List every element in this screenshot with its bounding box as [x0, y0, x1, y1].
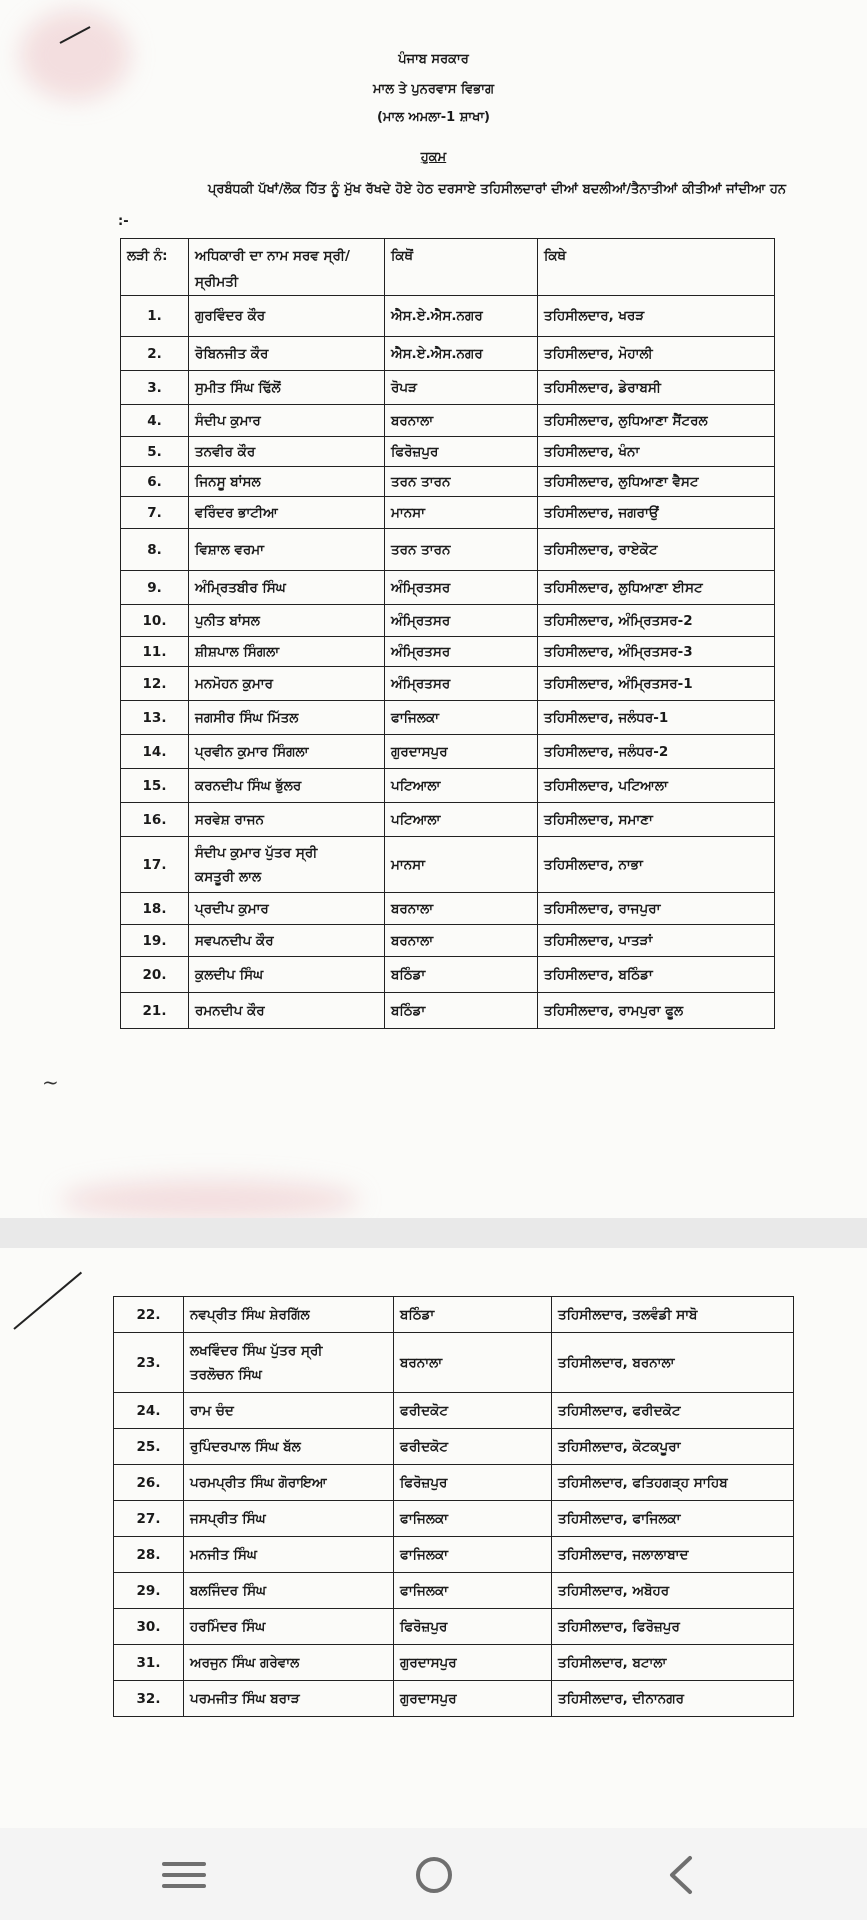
cell-from: ਗੁਰਦਾਸਪੁਰ [394, 1681, 552, 1717]
cell-from: ਮਾਨਸਾ [385, 837, 538, 893]
cell-from: ਐਸ.ਏ.ਐਸ.ਨਗਰ [385, 337, 538, 371]
cell-from: ਗੁਰਦਾਸਪੁਰ [394, 1645, 552, 1681]
department-heading: ਮਾਲ ਤੇ ਪੁਨਰਵਾਸ ਵਿਭਾਗ [372, 82, 495, 97]
cell-from: ਬਰਨਾਲਾ [385, 893, 538, 925]
table-row [121, 769, 775, 803]
cell-from: ਅੰਮ੍ਰਿਤਸਰ [385, 637, 538, 667]
cell-to: ਤਹਿਸੀਲਦਾਰ, ਜਲੰਧਰ-2 [538, 735, 775, 769]
cell-from: ਤਰਨ ਤਾਰਨ [385, 467, 538, 497]
table-row [121, 467, 775, 497]
cell-from: ਬਠਿੰਡਾ [394, 1297, 552, 1333]
table-row [121, 701, 775, 735]
cell-serial: 30. [114, 1609, 184, 1645]
cell-to: ਤਹਿਸੀਲਦਾਰ, ਮੋਹਾਲੀ [538, 337, 775, 371]
table-row [114, 1645, 794, 1681]
cell-serial: 24. [114, 1393, 184, 1429]
cell-to: ਤਹਿਸੀਲਦਾਰ, ਤਲਵੰਡੀ ਸਾਬੋ [552, 1297, 794, 1333]
cell-to: ਤਹਿਸੀਲਦਾਰ, ਜਗਰਾਉਂ [538, 497, 775, 529]
cell-from: ਤਰਨ ਤਾਰਨ [385, 529, 538, 571]
cell-serial: 2. [121, 337, 189, 371]
cell-officer-name: ਰੁਪਿੰਦਰਪਾਲ ਸਿੰਘ ਬੱਲ [184, 1429, 394, 1465]
cell-officer-name: ਬਲਜਿੰਦਰ ਸਿੰਘ [184, 1573, 394, 1609]
table-row [114, 1573, 794, 1609]
cell-serial: 20. [121, 957, 189, 993]
table-row [114, 1681, 794, 1717]
cell-serial: 5. [121, 437, 189, 467]
cell-to: ਤਹਿਸੀਲਦਾਰ, ਰਾਮਪੁਰਾ ਫੂਲ [538, 993, 775, 1029]
cell-officer-name: ਮਨਮੋਹਨ ਕੁਮਾਰ [189, 667, 385, 701]
cell-officer-name: ਵਿਸ਼ਾਲ ਵਰਮਾ [189, 529, 385, 571]
col-header-name [189, 239, 385, 296]
cell-from: ਬਰਨਾਲਾ [394, 1333, 552, 1393]
cell-officer-name: ਕੁਲਦੀਪ ਸਿੰਘ [189, 957, 385, 993]
cell-to: ਤਹਿਸੀਲਦਾਰ, ਜਲੰਧਰ-1 [538, 701, 775, 735]
cell-officer-name: ਪ੍ਰਦੀਪ ਕੁਮਾਰ [189, 893, 385, 925]
cell-serial: 23. [114, 1333, 184, 1393]
table-row [121, 637, 775, 667]
cell-to: ਤਹਿਸੀਲਦਾਰ, ਅੰਮ੍ਰਿਤਸਰ-3 [538, 637, 775, 667]
cell-to: ਤਹਿਸੀਲਦਾਰ, ਡੇਰਾਬਸੀ [538, 371, 775, 405]
cell-officer-name: ਰਾਮ ਚੰਦ [184, 1393, 394, 1429]
cell-officer-name: ਸਵਪਨਦੀਪ ਕੌਰ [189, 925, 385, 957]
back-button[interactable] [652, 1850, 712, 1900]
table-row [121, 437, 775, 467]
cell-to: ਤਹਿਸੀਲਦਾਰ, ਬਟਾਲਾ [552, 1645, 794, 1681]
table-row [121, 837, 775, 893]
cell-serial: 22. [114, 1297, 184, 1333]
cell-to: ਤਹਿਸੀਲਦਾਰ, ਰਾਜਪੁਰਾ [538, 893, 775, 925]
table-row [121, 735, 775, 769]
table-row [121, 497, 775, 529]
cell-from: ਬਰਨਾਲਾ [385, 405, 538, 437]
cell-to: ਤਹਿਸੀਲਦਾਰ, ਖਰੜ [538, 296, 775, 337]
cell-to: ਤਹਿਸੀਲਦਾਰ, ਫਾਜਿਲਕਾ [552, 1501, 794, 1537]
recent-apps-icon [154, 1850, 214, 1900]
cell-to: ਤਹਿਸੀਲਦਾਰ, ਅੰਮ੍ਰਿਤਸਰ-2 [538, 605, 775, 637]
cell-from: ਫਿਰੋਜ਼ਪੁਰ [394, 1609, 552, 1645]
cell-from: ਫਰੀਦਕੋਟ [394, 1429, 552, 1465]
cell-serial: 8. [121, 529, 189, 571]
cell-serial: 21. [121, 993, 189, 1029]
cell-serial: 3. [121, 371, 189, 405]
cell-serial: 16. [121, 803, 189, 837]
cell-serial: 10. [121, 605, 189, 637]
home-button[interactable] [404, 1850, 464, 1900]
table-row [121, 993, 775, 1029]
table-row [121, 667, 775, 701]
cell-to: ਤਹਿਸੀਲਦਾਰ, ਬਠਿੰਡਾ [538, 957, 775, 993]
paper-stain [60, 1180, 360, 1218]
col-header-to: ਕਿਥੇ [538, 239, 775, 296]
branch-heading: (ਮਾਲ ਅਮਲਾ-1 ਸ਼ਾਖਾ) [376, 110, 490, 125]
cell-serial: 31. [114, 1645, 184, 1681]
cell-officer-name: ਜਸਪ੍ਰੀਤ ਸਿੰਘ [184, 1501, 394, 1537]
recent-apps-button[interactable] [154, 1850, 214, 1900]
cell-officer-name: ਹਰਮਿੰਦਰ ਸਿੰਘ [184, 1609, 394, 1645]
cell-officer-name: ਸ਼ੀਸ਼ਪਾਲ ਸਿੰਗਲਾ [189, 637, 385, 667]
table-row [114, 1465, 794, 1501]
cell-from: ਫਾਜਿਲਕਾ [394, 1573, 552, 1609]
cell-officer-name [189, 837, 385, 893]
col-header-name-line2: ਸਰਵ ਸ੍ਰੀ/ਸ੍ਰੀਮਤੀ [195, 248, 350, 290]
col-header-name-line1: ਅਧਿਕਾਰੀ ਦਾ ਨਾਮ [195, 248, 289, 264]
cell-officer-name [184, 1333, 394, 1393]
table-row [121, 893, 775, 925]
officer-name-line1: ਲਖਵਿੰਦਰ ਸਿੰਘ ਪੁੱਤਰ ਸ੍ਰੀ [190, 1342, 323, 1359]
cell-to: ਤਹਿਸੀਲਦਾਰ, ਰਾਏਕੋਟ [538, 529, 775, 571]
transfer-table-page-1 [120, 238, 775, 1029]
cell-officer-name: ਵਰਿੰਦਰ ਭਾਟੀਆ [189, 497, 385, 529]
cell-serial: 13. [121, 701, 189, 735]
cell-serial: 32. [114, 1681, 184, 1717]
home-circle-icon [404, 1850, 464, 1900]
table-row [121, 925, 775, 957]
cell-to: ਤਹਿਸੀਲਦਾਰ, ਪਟਿਆਲਾ [538, 769, 775, 803]
cell-serial: 19. [121, 925, 189, 957]
cell-from: ਬਠਿੰਡਾ [385, 993, 538, 1029]
officer-name-line1: ਸੰਦੀਪ ਕੁਮਾਰ ਪੁੱਤਰ ਸ੍ਰੀ [195, 844, 318, 861]
cell-to: ਤਹਿਸੀਲਦਾਰ, ਲੁਧਿਆਣਾ ਵੈਸਟ [538, 467, 775, 497]
cell-from: ਬਰਨਾਲਾ [385, 925, 538, 957]
cell-to: ਤਹਿਸੀਲਦਾਰ, ਦੀਨਾਨਗਰ [552, 1681, 794, 1717]
officer-name-line2: ਤਰਲੋਚਨ ਸਿੰਘ [190, 1366, 262, 1383]
table-row [121, 296, 775, 337]
cell-officer-name: ਪ੍ਰਵੀਨ ਕੁਮਾਰ ਸਿੰਗਲਾ [189, 735, 385, 769]
table-row [121, 605, 775, 637]
cell-from: ਅੰਮ੍ਰਿਤਸਰ [385, 667, 538, 701]
cell-serial: 27. [114, 1501, 184, 1537]
table-row [114, 1333, 794, 1393]
cell-officer-name: ਸੁਮੀਤ ਸਿੰਘ ਢਿੱਲੋਂ [189, 371, 385, 405]
cell-from: ਬਠਿੰਡਾ [385, 957, 538, 993]
cell-officer-name: ਪਰਮਪ੍ਰੀਤ ਸਿੰਘ ਗੋਰਾਇਆ [184, 1465, 394, 1501]
table-row [114, 1537, 794, 1573]
cell-to: ਤਹਿਸੀਲਦਾਰ, ਅੰਮ੍ਰਿਤਸਰ-1 [538, 667, 775, 701]
cell-serial: 11. [121, 637, 189, 667]
cell-serial: 26. [114, 1465, 184, 1501]
cell-officer-name: ਨਵਪ੍ਰੀਤ ਸਿੰਘ ਸ਼ੇਰਗਿੱਲ [184, 1297, 394, 1333]
table-header-row [121, 239, 775, 296]
cell-officer-name: ਪੁਨੀਤ ਬਾਂਸਲ [189, 605, 385, 637]
cell-serial: 25. [114, 1429, 184, 1465]
order-title: ਹੁਕਮ [420, 150, 447, 165]
table-row [121, 529, 775, 571]
cell-officer-name: ਕਰਨਦੀਪ ਸਿੰਘ ਭੁੱਲਰ [189, 769, 385, 803]
cell-officer-name: ਜਿਨਸੂ ਬਾਂਸਲ [189, 467, 385, 497]
table-row [121, 957, 775, 993]
cell-to: ਤਹਿਸੀਲਦਾਰ, ਫਿਰੋਜ਼ਪੁਰ [552, 1609, 794, 1645]
cell-to: ਤਹਿਸੀਲਦਾਰ, ਨਾਭਾ [538, 837, 775, 893]
cell-to: ਤਹਿਸੀਲਦਾਰ, ਸਮਾਣਾ [538, 803, 775, 837]
officer-name-line2: ਕਸਤੂਰੀ ਲਾਲ [195, 868, 262, 885]
cell-officer-name: ਰਮਨਦੀਪ ਕੌਰ [189, 993, 385, 1029]
cell-officer-name: ਜਗਸੀਰ ਸਿੰਘ ਮਿੱਤਲ [189, 701, 385, 735]
col-header-from: ਕਿਥੋਂ [385, 239, 538, 296]
cell-to: ਤਹਿਸੀਲਦਾਰ, ਅਬੋਹਰ [552, 1573, 794, 1609]
table-row [121, 571, 775, 605]
table-row [121, 803, 775, 837]
cell-serial: 29. [114, 1573, 184, 1609]
cell-from: ਫਿਰੋਜ਼ਪੁਰ [394, 1465, 552, 1501]
cell-from: ਪਟਿਆਲਾ [385, 769, 538, 803]
cell-serial: 9. [121, 571, 189, 605]
cell-serial: 7. [121, 497, 189, 529]
cell-serial: 15. [121, 769, 189, 803]
table-row [121, 371, 775, 405]
handwritten-initials: ~ [42, 1070, 59, 1094]
cell-serial: 12. [121, 667, 189, 701]
cell-from: ਫਾਜਿਲਕਾ [394, 1537, 552, 1573]
cell-from: ਫਾਜਿਲਕਾ [385, 701, 538, 735]
cell-officer-name: ਸਰਵੇਸ਼ ਰਾਜਨ [189, 803, 385, 837]
cell-serial: 14. [121, 735, 189, 769]
cell-to: ਤਹਿਸੀਲਦਾਰ, ਖੰਨਾ [538, 437, 775, 467]
cell-serial: 17. [121, 837, 189, 893]
back-chevron-icon [652, 1850, 712, 1900]
cell-to: ਤਹਿਸੀਲਦਾਰ, ਬਰਨਾਲਾ [552, 1333, 794, 1393]
cell-to: ਤਹਿਸੀਲਦਾਰ, ਪਾਤੜਾਂ [538, 925, 775, 957]
transfer-table-page-2 [113, 1296, 794, 1717]
cell-serial: 18. [121, 893, 189, 925]
government-heading: ਪੰਜਾਬ ਸਰਕਾਰ [398, 52, 469, 67]
cell-officer-name: ਪਰਮਜੀਤ ਸਿੰਘ ਬਰਾੜ [184, 1681, 394, 1717]
cell-from: ਅੰਮ੍ਰਿਤਸਰ [385, 571, 538, 605]
pen-mark [13, 1272, 82, 1330]
cell-to: ਤਹਿਸੀਲਦਾਰ, ਲੁਧਿਆਣਾ ਈਸਟ [538, 571, 775, 605]
cell-officer-name: ਮਨਜੀਤ ਸਿੰਘ [184, 1537, 394, 1573]
system-navigation-bar [0, 1828, 867, 1920]
cell-to: ਤਹਿਸੀਲਦਾਰ, ਜਲਾਲਾਬਾਦ [552, 1537, 794, 1573]
cell-officer-name: ਤਨਵੀਰ ਕੌਰ [189, 437, 385, 467]
cell-from: ਮਾਨਸਾ [385, 497, 538, 529]
cell-from: ਫਿਰੋਜ਼ਪੁਰ [385, 437, 538, 467]
table-row [121, 405, 775, 437]
cell-from: ਫਾਜਿਲਕਾ [394, 1501, 552, 1537]
cell-from: ਅੰਮ੍ਰਿਤਸਰ [385, 605, 538, 637]
cell-from: ਪਟਿਆਲਾ [385, 803, 538, 837]
table-row [114, 1609, 794, 1645]
cell-from: ਫਰੀਦਕੋਟ [394, 1393, 552, 1429]
cell-from: ਰੋਪੜ [385, 371, 538, 405]
table-row [114, 1429, 794, 1465]
cell-to: ਤਹਿਸੀਲਦਾਰ, ਕੋਟਕਪੂਰਾ [552, 1429, 794, 1465]
cell-officer-name: ਸੰਦੀਪ ਕੁਮਾਰ [189, 405, 385, 437]
cell-officer-name: ਗੁਰਵਿੰਦਰ ਕੌਰ [189, 296, 385, 337]
cell-to: ਤਹਿਸੀਲਦਾਰ, ਲੁਧਿਆਣਾ ਸੈਂਟਰਲ [538, 405, 775, 437]
cell-from: ਗੁਰਦਾਸਪੁਰ [385, 735, 538, 769]
table-row [114, 1297, 794, 1333]
table-row [114, 1393, 794, 1429]
cell-to: ਤਹਿਸੀਲਦਾਰ, ਫਤਿਹਗੜ੍ਹ ਸਾਹਿਬ [552, 1465, 794, 1501]
cell-officer-name: ਅੰਮ੍ਰਿਤਬੀਰ ਸਿੰਘ [189, 571, 385, 605]
cell-officer-name: ਰੋਬਿਨਜੀਤ ਕੌਰ [189, 337, 385, 371]
cell-to: ਤਹਿਸੀਲਦਾਰ, ਫਰੀਦਕੋਟ [552, 1393, 794, 1429]
cell-serial: 4. [121, 405, 189, 437]
document-page-2 [0, 1248, 867, 1828]
table-row [114, 1501, 794, 1537]
cell-officer-name: ਅਰਜੁਨ ਸਿੰਘ ਗਰੇਵਾਲ [184, 1645, 394, 1681]
order-intro-text: ਪ੍ਰਬੰਧਕੀ ਪੱਖਾਂ/ਲੋਕ ਹਿੱਤ ਨੂੰ ਮੁੱਖ ਰੱਖਦੇ ਹੋਏ ਹੇਠ ਦਰਸਾਏ ਤਹਿਸੀਲਦਾਰਾਂ ਦੀਆਂ ਬਦਲੀਆਂ/ਤੈਨਾਤੀਆਂ ਕੀਤੀਆਂ ਜਾਂਦੀਆ ਹਨ :- [118, 182, 786, 229]
cell-serial: 28. [114, 1537, 184, 1573]
cell-serial: 1. [121, 296, 189, 337]
cell-serial: 6. [121, 467, 189, 497]
col-header-serial: ਲੜੀ ਨੰ: [121, 239, 189, 296]
cell-from: ਐਸ.ਏ.ਐਸ.ਨਗਰ [385, 296, 538, 337]
table-row [121, 337, 775, 371]
